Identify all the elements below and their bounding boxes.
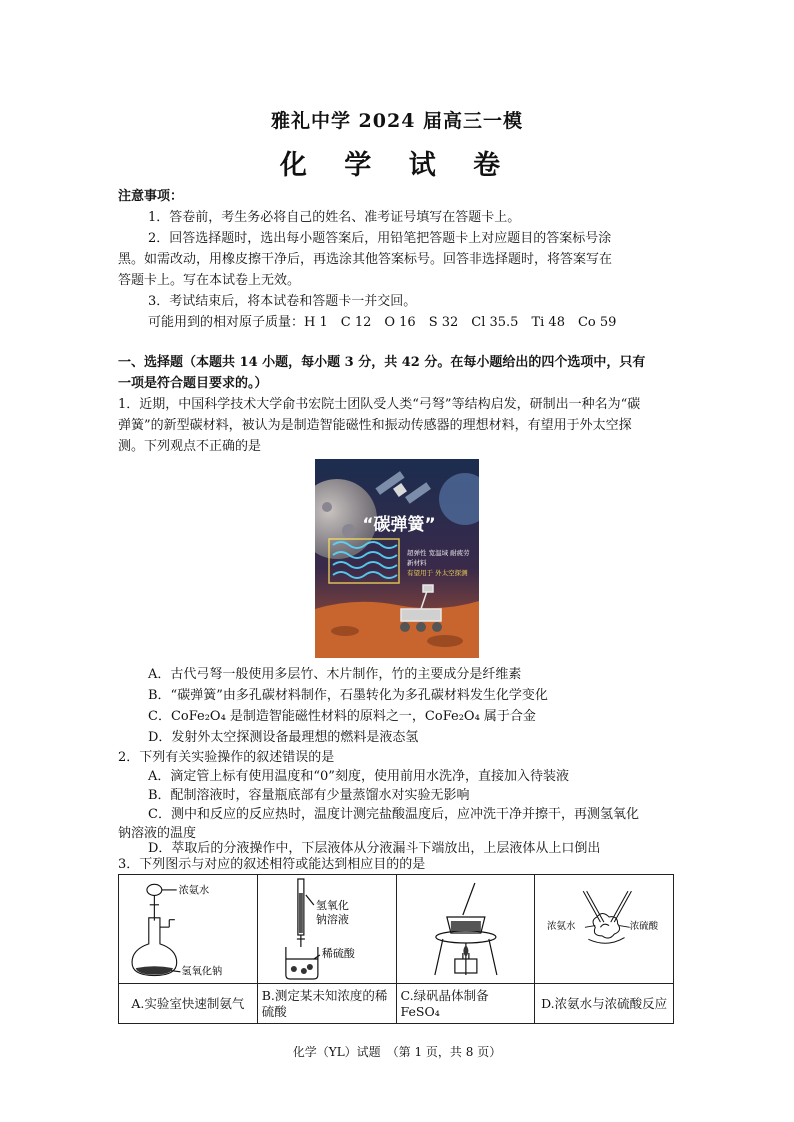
q2-option-d: D．萃取后的分液操作中，下层液体从分液漏斗下端放出，上层液体从上口倒出 [148, 841, 601, 856]
q1-stem-c: 测。下列观点不正确的是 [118, 439, 262, 454]
poster-title: “碳弹簧” [362, 515, 436, 535]
exam-subject-title: 化 学 试 卷 [279, 150, 515, 181]
q1-stem-b: 弹簧”的新型碳材料，被认为是制造智能磁性和振动传感器的理想材料，有望用于外太空探 [118, 418, 632, 433]
q3-cell-d-image [535, 875, 674, 984]
evaporation-apparatus-diagram [397, 875, 535, 983]
q2-option-c-a: C．测中和反应的反应热时，温度计测完盐酸温度后，应冲洗干净并擦干，再测氢氧化 [148, 807, 639, 822]
label-concentrated-ammonia-d: 浓氨水 [547, 921, 576, 932]
poster-line-2: 新材料 [407, 559, 427, 567]
q3-cell-c-image [396, 875, 535, 984]
q1-option-c: C．CoFe₂O₄ 是制造智能磁性材料的原料之一，CoFe₂O₄ 属于合金 [148, 709, 536, 724]
q1-option-b: B．“碳弹簧”由多孔碳材料制作，石墨转化为多孔碳材料发生化学变化 [148, 688, 548, 703]
q3-caption-c: C.绿矾晶体制备 FeSO₄ [396, 984, 535, 1024]
page-footer: 化学（YL）试题 （第 1 页，共 8 页） [292, 1045, 502, 1059]
notice-heading: 注意事项： [118, 189, 184, 204]
label-naoh-b: 钠溶液 [315, 913, 349, 926]
q1-option-d: D．发射外太空探测设备最理想的燃料是液态氢 [148, 730, 419, 745]
ammonia-apparatus-diagram [119, 875, 257, 983]
section1-heading-b: 一项是符合题目要求的。） [118, 376, 268, 391]
carbon-spring-poster-image [315, 459, 479, 658]
notice-item-2a: 2．回答选择题时，选出每小题答案后，用铅笔把答题卡上对应题目的答案标号涂 [148, 231, 612, 246]
q3-options-table [118, 874, 674, 1024]
exam-school-title: 雅礼中学 2024 届高三一模 [270, 110, 524, 132]
poster-line-1: 超弹性 宽温域 耐疲劳 [407, 549, 470, 557]
label-dilute-sulfuric-acid: 稀硫酸 [321, 947, 355, 960]
poster-line-3: 有望用于 外太空探测 [407, 569, 468, 577]
label-concentrated-ammonia-a: 浓氨水 [178, 885, 210, 897]
q3-caption-a: A.实验室快速制氨气 [119, 984, 258, 1024]
q3-caption-d: D.浓氨水与浓硫酸反应 [535, 984, 674, 1024]
q2-stem: 2．下列有关实验操作的叙述错误的是 [118, 750, 335, 765]
notice-item-2b: 黑。如需改动，用橡皮擦干净后，再选涂其他答案标号。回答非选择题时，将答案写在 [118, 252, 613, 267]
q2-option-c-b: 钠溶液的温度 [118, 826, 197, 841]
q3-cell-a-image [119, 875, 258, 984]
label-sodium-hydroxide: 氢氧化钠 [181, 966, 223, 978]
notice-item-2c: 答题卡上。写在本试卷上无效。 [118, 273, 301, 288]
q1-option-a: A．古代弓弩一般使用多层竹、木片制作，竹的主要成分是纤维素 [148, 667, 522, 682]
q3-caption-b: B.测定某未知浓度的稀硫酸 [257, 984, 396, 1024]
titration-apparatus-diagram [258, 875, 396, 983]
q3-cell-b-image [257, 875, 396, 984]
glass-rods-diagram [535, 875, 673, 983]
label-naoh-a: 氢氧化 [315, 899, 349, 912]
notice-item-1: 1．答卷前，考生务必将自己的姓名、准考证号填写在答题卡上。 [148, 210, 521, 225]
q2-option-a: A．滴定管上标有使用温度和“0”刻度，使用前用水洗净，直接加入待装液 [148, 769, 569, 784]
notice-item-3: 3．考试结束后，将本试卷和答题卡一并交回。 [148, 294, 417, 309]
label-concentrated-sulfuric-acid: 浓硫酸 [629, 921, 659, 932]
atomic-masses: 可能用到的相对原子质量：H 1 C 12 O 16 S 32 Cl 35.5 Ti 48 Co 59 [148, 315, 617, 330]
q1-stem-a: 1．近期，中国科学技术大学俞书宏院士团队受人类“弓弩”等结构启发，研制出一种名为“碳 [118, 397, 641, 412]
poster-illustration [315, 459, 479, 658]
q3-stem: 3．下列图示与对应的叙述相符或能达到相应目的的是 [118, 857, 426, 872]
section1-heading-a: 一、选择题（本题共 14 小题，每小题 3 分，共 42 分。在每小题给出的四个选项中，只有 [118, 355, 646, 370]
q2-option-b: B．配制溶液时，容量瓶底部有少量蒸馏水对实验无影响 [148, 788, 470, 803]
